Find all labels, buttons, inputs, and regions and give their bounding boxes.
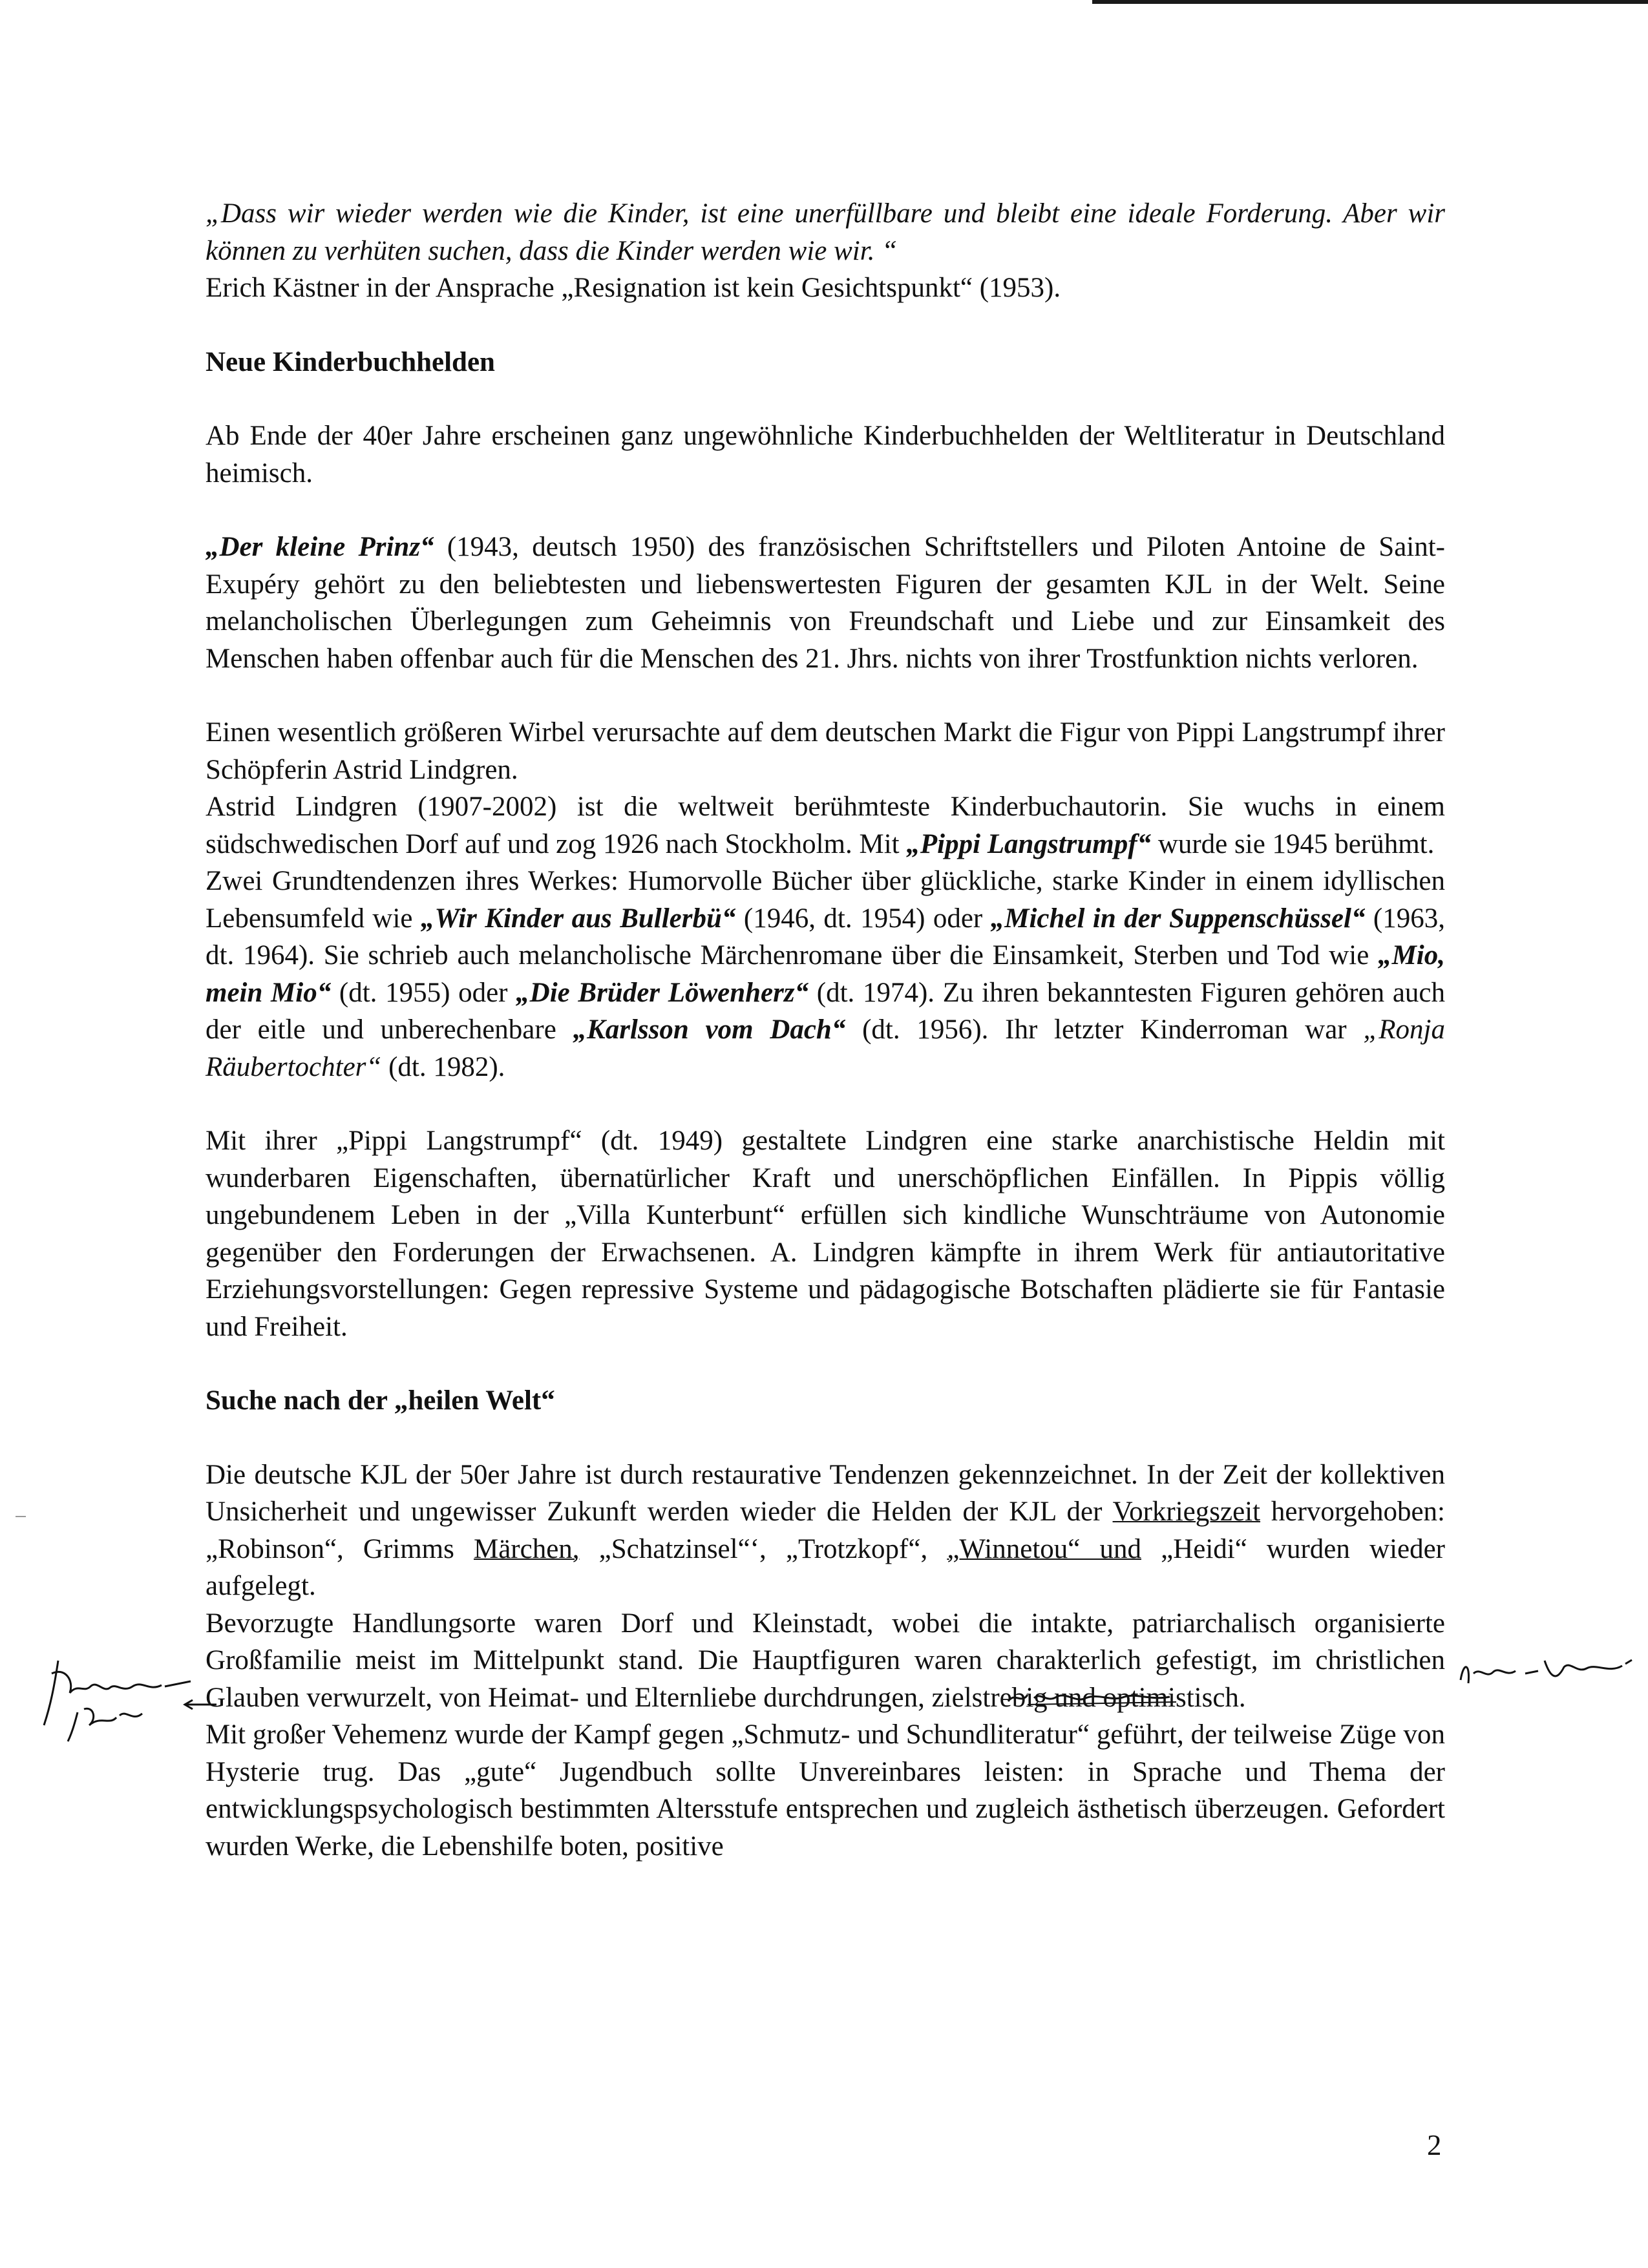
book-title: „Der kleine Prinz“ (206, 532, 434, 562)
underlined-text: Vorkriegszeit (1112, 1496, 1261, 1527)
paragraph-text: „Schatzinsel“‘, „Trotzkopf“, (579, 1533, 947, 1564)
paragraph-pippi-intro: Einen wesentlich größeren Wirbel verursachte auf dem deutschen Markt die Figur von Pippi Langstrumpf ihrer Schöpferin Astrid Lindgren. (206, 717, 1445, 785)
paragraph-text: Die deutsche KJL der 50er Jahre ist durch restaurative Tendenzen gekennzeichnet. In der Zeit der kollektiven Unsicherheit und ungewisser Zukunft werden wieder die Helden der KJL der (206, 1459, 1445, 1527)
book-title: „Mio, mein Mio“ (206, 940, 1445, 1008)
paragraph-lindgren-bio (206, 788, 1445, 863)
book-title: „Michel in der Suppenschüssel“ (990, 903, 1366, 934)
top-border-line (1092, 0, 1648, 4)
document-body (206, 195, 1445, 1865)
paragraph-text: „Heidi“ wurden wieder aufgelegt. (206, 1533, 1446, 1601)
paragraph-text: (1943, deutsch 1950) des französischen Schriftstellers und Piloten Antoine de Saint-Exupéry gehört zu den beliebtesten und liebenswertesten Figuren der gesamten KJL in der Welt. Seine melancholischen Überlegungen zum Geheimnis von Freundschaft und Liebe und zur Einsamkeit des Menschen haben offenbar auch für die Menschen des 21. Jhrs. nichts von ihrer Trostfunktion nichts verloren. (206, 532, 1445, 674)
book-title: „Ronja Räubertochter“ (206, 1014, 1445, 1082)
paragraph-text: wurde sie 1945 berühmt. (1151, 828, 1435, 859)
page-number: 2 (1427, 2129, 1442, 2161)
handwritten-inline-note (1002, 1685, 1196, 1711)
paragraph-text: Zwei Grundtendenzen ihres Werkes: Humorvolle Bücher über glückliche, starke Kinder in einem idyllischen Lebensumfeld wie (206, 866, 1445, 934)
paragraph-handlungsorte: Bevorzugte Handlungsorte waren Dorf und Kleinstadt, wobei die intakte, patriarchalisch organisierte Großfamilie meist im Mittelpunkt stand. Die Hauptfiguren waren charakterlich gefestigt, im christlichen Glauben verwurzelt, von Heimat- und Elternliebe durchdrungen, zielstrebig und optimistisch. (206, 1608, 1445, 1713)
paragraph-text: (dt. 1955) oder (331, 977, 516, 1008)
book-title: „Die Brüder Löwenherz“ (516, 977, 809, 1008)
epigraph-attribution: Erich Kästner in der Ansprache „Resignation ist kein Gesichtspunkt“ (1953). (206, 273, 1061, 303)
paragraph-restaurative (206, 1456, 1445, 1605)
paragraph-text: hervorgehoben: „Robinson“, Grimms (206, 1496, 1445, 1564)
paragraph-text: (dt. 1956). Ihr letzter Kinderroman war (845, 1014, 1364, 1045)
paragraph-text: (dt. 1982). (381, 1051, 505, 1082)
paragraph-kleiner-prinz (206, 529, 1445, 677)
correction-arrow (181, 1698, 220, 1711)
paragraph-text: (1963, dt. 1964). Sie schrieb auch melancholische Märchenromane über die Einsamkeit, Sterben und Tod wie (206, 903, 1445, 971)
underlined-text: Märchen, (473, 1533, 580, 1564)
epigraph-quote: „Dass wir wieder werden wie die Kinder, ist eine unerfüllbare und bleibt eine ideale Forderung. Aber wir können zu verhüten suchen, dass die Kinder werden wie wir. “ (206, 198, 1445, 266)
book-title: „Pippi Langstrumpf“ (906, 828, 1152, 859)
section-heading-heile-welt: Suche nach der „heilen Welt“ (206, 1385, 555, 1416)
paragraph-text: (1946, dt. 1954) oder (735, 903, 991, 934)
paragraph-lindgren-works (206, 863, 1445, 1086)
paragraph-intro: Ab Ende der 40er Jahre erscheinen ganz ungewöhnliche Kinderbuchhelden der Weltliteratur in Deutschland heimisch. (206, 421, 1445, 488)
paragraph-schundliteratur: Mit großer Vehemenz wurde der Kampf gegen „Schmutz- und Schundliteratur“ geführt, der teilweise Züge von Hysterie trug. Das „gute“ Jugendbuch sollte Unvereinbares leisten: in Sprache und Thema der entwicklungspsychologisch bestimmten Altersstufe entsprechen und zugleich ästhetisch überzeugen. Gefordert wurden Werke, die Lebenshilfe boten, positive (206, 1719, 1445, 1862)
book-title: „Karlsson vom Dach“ (573, 1014, 846, 1045)
paragraph-text: (dt. 1974). Zu ihren bekanntesten Figuren gehören auch der eitle und unberechenbare (206, 977, 1446, 1045)
handwritten-right-note (1454, 1654, 1642, 1693)
margin-mark (16, 1516, 26, 1517)
underlined-text: „Winnetou“ und (947, 1533, 1141, 1564)
paragraph-pippi-analysis: Mit ihrer „Pippi Langstrumpf“ (dt. 1949) gestaltete Lindgren eine starke anarchistische Heldin mit wunderbaren Eigenschaften, übernatürlicher Kraft und unerschöpflichen Einfällen. In Pippis völlig ungebundenem Leben in der „Villa Kunterbunt“ erfüllen sich kindliche Wunschträume von Autonomie gegenüber den Forderungen der Erwachsenen. A. Lindgren kämpfte in ihrem Werk für antiautoritative Erziehungsvorstellungen: Gegen repressive Systeme und pädagogische Botschaften plädierte sie für Fantasie und Freiheit. (206, 1126, 1445, 1342)
book-title: „Wir Kinder aus Bullerbü“ (420, 903, 736, 934)
paragraph-text: Astrid Lindgren (1907-2002) ist die weltweit berühmteste Kinderbuchautorin. Sie wuchs in einem südschwedischen Dorf auf und zog 1926 nach Stockholm. Mit (206, 792, 1445, 859)
section-heading-kinderbuchhelden: Neue Kinderbuchhelden (206, 346, 495, 377)
